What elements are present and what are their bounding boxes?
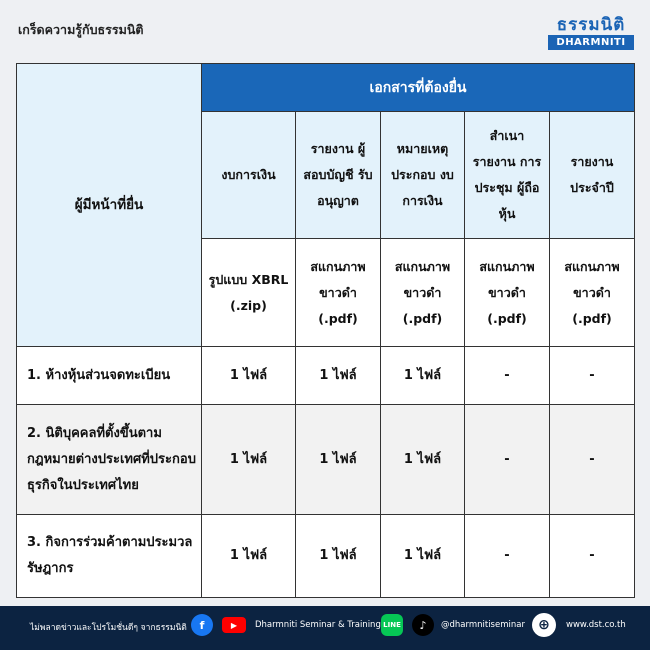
footer-seminar-text: Dharmniti Seminar & Training [255, 620, 381, 630]
youtube-icon[interactable]: ▶ [222, 617, 246, 633]
footer-website-text[interactable]: www.dst.co.th [566, 620, 626, 630]
row-label: 3. กิจการร่วมค้าตามประมวลรัษฎากร [17, 515, 202, 598]
footer-bar [0, 606, 650, 650]
column-format: รูปแบบ XBRL (.zip) [202, 239, 296, 347]
footer-promo-text: ไม่พลาดข่าวและโปรโมชั่นดีๆ จากธรรมนิติ [30, 623, 187, 633]
dharmniti-logo [548, 16, 634, 52]
table-cell: 1 ไฟล์ [202, 347, 296, 405]
tiktok-icon[interactable]: ♪ [412, 614, 434, 636]
column-header: หมายเหตุ ประกอบ งบการเงิน [381, 112, 465, 239]
documents-table-wrapper [16, 63, 634, 597]
column-header: งบการเงิน [202, 112, 296, 239]
table-cell: - [465, 347, 550, 405]
documents-header: เอกสารที่ต้องยื่น [202, 64, 635, 112]
column-header: สำเนา รายงาน การประชุม ผู้ถือหุ้น [465, 112, 550, 239]
table-cell: - [550, 515, 635, 598]
column-header: รายงาน ผู้สอบบัญชี รับอนุญาต [296, 112, 381, 239]
table-cell: 1 ไฟล์ [296, 515, 381, 598]
table-cell: - [465, 515, 550, 598]
table-cell: 1 ไฟล์ [381, 405, 465, 515]
column-format: สแกนภาพ ขาวดำ (.pdf) [296, 239, 381, 347]
page-header [0, 0, 650, 60]
table-cell: 1 ไฟล์ [296, 405, 381, 515]
table-cell: 1 ไฟล์ [202, 515, 296, 598]
table-row [17, 347, 635, 405]
corner-header: ผู้มีหน้าที่ยื่น [17, 64, 202, 347]
table-cell: 1 ไฟล์ [381, 515, 465, 598]
logo-thai-text: ธรรมนิติ [556, 15, 626, 35]
row-label: 2. นิติบุคคลที่ตั้งขึ้นตามกฎหมายต่างประเทศที่ประกอบธุรกิจในประเทศไทย [17, 405, 202, 515]
row-label: 1. ห้างหุ้นส่วนจดทะเบียน [17, 347, 202, 405]
column-format: สแกนภาพ ขาวดำ (.pdf) [550, 239, 635, 347]
table-row [17, 405, 635, 515]
documents-table [16, 63, 635, 598]
logo-english-text: DHARMNITI [548, 35, 634, 50]
table-cell: - [465, 405, 550, 515]
table-cell: 1 ไฟล์ [381, 347, 465, 405]
column-format: สแกนภาพ ขาวดำ (.pdf) [381, 239, 465, 347]
page-title: เกร็ดความรู้กับธรรมนิติ [18, 22, 144, 37]
line-icon[interactable]: LINE [381, 614, 403, 636]
facebook-icon[interactable]: f [191, 614, 213, 636]
column-header: รายงาน ประจำปี [550, 112, 635, 239]
table-cell: - [550, 405, 635, 515]
column-format: สแกนภาพ ขาวดำ (.pdf) [465, 239, 550, 347]
table-cell: 1 ไฟล์ [202, 405, 296, 515]
table-cell: - [550, 347, 635, 405]
footer-handle-text: @dharmnitiseminar [441, 620, 525, 630]
table-cell: 1 ไฟล์ [296, 347, 381, 405]
table-row [17, 515, 635, 598]
globe-icon[interactable]: ⊕ [532, 613, 556, 637]
